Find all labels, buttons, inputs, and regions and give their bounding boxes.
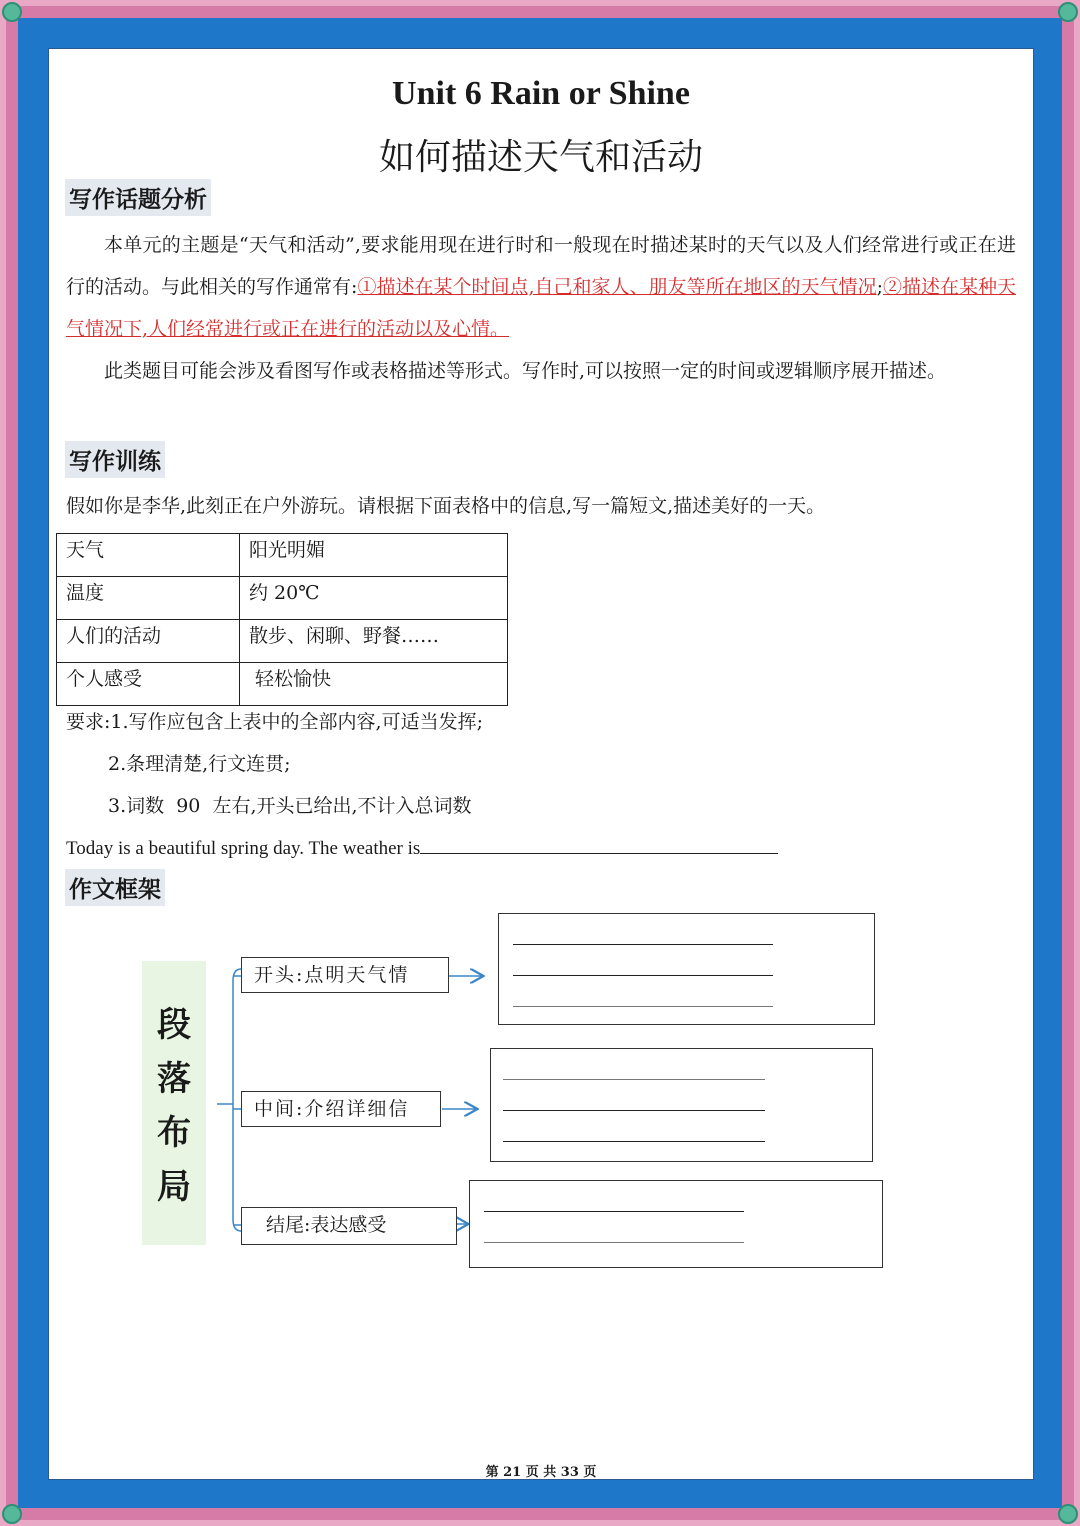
step-middle: 中间:介绍详细信 — [241, 1091, 441, 1127]
table-cell-label: 天气 — [57, 534, 240, 577]
table-cell-label: 个人感受 — [57, 663, 240, 706]
writing-box-ending[interactable] — [469, 1180, 883, 1268]
layout-char: 段 — [157, 1005, 191, 1045]
analysis-text: 本单元的主题是“天气和活动”,要求能用现在进行时和一般现在时描述某时的天气以及人们经常进行或正在进行的活动。与此相关的写作通常有: — [66, 234, 1016, 298]
highlight-point-2: ②描述在某种天气情况下,人们经常进行或正在进行的活动以及心情。 — [66, 276, 1017, 340]
layout-char: 落 — [157, 1059, 191, 1099]
requirement-2: 2.条理清楚,行文连贯; — [108, 753, 291, 775]
requirement-3: 3.词数 90 左右,开头已给出,不计入总词数 — [108, 795, 472, 817]
table-cell-label: 温度 — [57, 577, 240, 620]
writing-box-middle[interactable] — [490, 1048, 873, 1162]
table-cell-value: 阳光明媚 — [240, 534, 508, 577]
document-page — [48, 48, 1034, 1480]
writing-line — [513, 1006, 773, 1007]
step-opening: 开头:点明天气情 — [241, 957, 449, 993]
requirement-1: 要求:1.写作应包含上表中的全部内容,可适当发挥; — [66, 711, 483, 733]
step-ending: 结尾:表达感受 — [241, 1207, 457, 1245]
table-cell-value: 散步、闲聊、野餐…… — [240, 620, 508, 663]
section-heading-framework: 作文框架 — [65, 869, 165, 906]
writing-line — [503, 1079, 765, 1080]
writing-line — [513, 944, 773, 945]
table-cell-value: 轻松愉快 — [240, 663, 508, 706]
writing-line — [484, 1242, 744, 1243]
writing-prompt: 假如你是李华,此刻正在户外游玩。请根据下面表格中的信息,写一篇短文,描述美好的一天。 — [66, 495, 826, 517]
writing-line — [484, 1211, 744, 1212]
writing-box-opening[interactable] — [498, 913, 875, 1025]
highlight-point-1: ①描述在某个时间点,自己和家人、朋友等所在地区的天气情况 — [357, 276, 877, 298]
writing-line — [503, 1110, 765, 1111]
corner-ornament-icon — [2, 1504, 22, 1524]
corner-ornament-icon — [2, 2, 22, 22]
corner-ornament-icon — [1058, 2, 1078, 22]
writing-line — [513, 975, 773, 976]
corner-ornament-icon — [1058, 1504, 1078, 1524]
page-subtitle: 如何描述天气和活动 — [378, 137, 703, 178]
brace-line — [233, 969, 241, 1231]
opening-text: Today is a beautiful spring day. The weather is — [66, 838, 421, 859]
layout-char: 布 — [157, 1113, 191, 1153]
table-cell-label: 人们的活动 — [57, 620, 240, 663]
page-number: 第 21 页 共 33 页 — [485, 1465, 597, 1480]
separator: ; — [876, 276, 883, 298]
analysis-paragraph-2: 此类题目可能会涉及看图写作或表格描述等形式。写作时,可以按照一定的时间或逻辑顺序展开描述。 — [104, 360, 947, 382]
section-heading-analysis: 写作话题分析 — [65, 179, 211, 216]
writing-line — [503, 1141, 765, 1142]
section-heading-training: 写作训练 — [65, 441, 165, 478]
page-title: Unit 6 Rain or Shine — [392, 75, 690, 112]
table-cell-value: 约 20℃ — [240, 577, 508, 620]
layout-char: 局 — [157, 1167, 191, 1207]
